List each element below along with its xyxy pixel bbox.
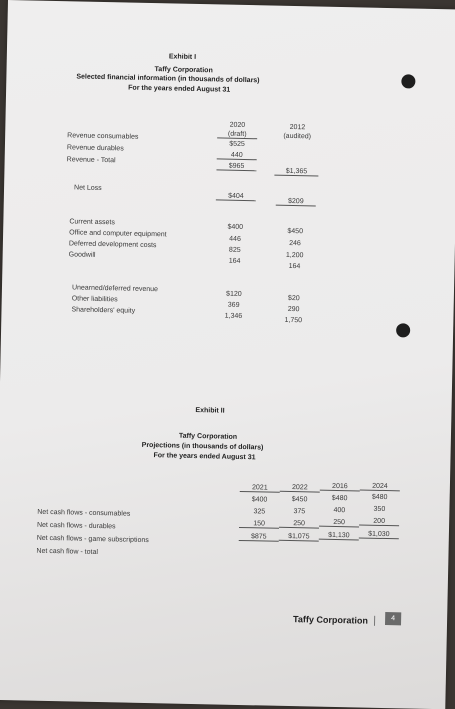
row-value: $525: [229, 140, 245, 148]
row-value: $404: [216, 192, 256, 201]
row-value: 369: [227, 301, 240, 309]
year-header: 2021: [240, 484, 280, 493]
footer-title: Taffy Corporation: [293, 614, 375, 626]
year-header: 2024: [360, 482, 400, 491]
proj-value: $1,130: [319, 532, 359, 541]
col2-year: 2012: [289, 123, 306, 132]
proj-row-label: Net cash flow - total: [36, 547, 98, 557]
proj-value: 150: [239, 520, 279, 529]
proj-value: $875: [239, 533, 279, 542]
row-label: Revenue durables: [66, 144, 124, 153]
binder-hole: [396, 323, 410, 337]
exhibit-1-company: Taffy Corporation: [154, 66, 213, 75]
row-label: Deferred development costs: [68, 240, 157, 250]
proj-value: $480: [331, 494, 348, 503]
col2-status: (audited): [283, 132, 312, 141]
exhibit-1-period: For the years ended August 31: [128, 84, 231, 94]
proj-row-label: Net cash flows - consumables: [37, 508, 131, 518]
col1-year: 2020: [229, 121, 246, 129]
row-value: $1,365: [274, 168, 318, 177]
proj-value: 350: [373, 505, 386, 514]
row-value: $965: [216, 162, 256, 171]
row-label: Revenue - Total: [66, 156, 116, 165]
row-value: $209: [276, 198, 316, 207]
proj-value: $400: [251, 496, 268, 504]
proj-value: 250: [279, 520, 319, 529]
row-value: 440: [217, 151, 257, 160]
row-label: Revenue consumables: [67, 132, 139, 141]
row-value: 1,200: [285, 251, 304, 260]
row-label: Unearned/deferred revenue: [71, 284, 159, 294]
exhibit-2-company: Taffy Corporation: [178, 432, 238, 441]
row-label: Other liabilities: [71, 295, 118, 304]
exhibit-2-period: For the years ended August 31: [153, 452, 256, 462]
exhibit-1-subtitle: Selected financial information (in thousands of dollars): [76, 73, 260, 85]
exhibit-1-label: Exhibit I: [168, 53, 197, 61]
proj-value: $1,075: [279, 533, 319, 542]
exhibit-2-subtitle: Projections (in thousands of dollars): [141, 441, 264, 452]
row-value: 246: [289, 239, 301, 248]
proj-value: 325: [253, 508, 266, 516]
proj-value: $480: [371, 493, 388, 502]
proj-value: 400: [333, 506, 346, 515]
row-value: 446: [229, 235, 241, 243]
row-value: 1,750: [284, 316, 303, 325]
row-value: $20: [287, 294, 300, 303]
row-value: $400: [227, 223, 244, 231]
row-value: 164: [288, 262, 301, 271]
row-value: 164: [228, 257, 241, 265]
exhibit-2-label: Exhibit II: [195, 407, 225, 415]
row-label: Office and computer equipment: [69, 229, 167, 239]
row-label: Shareholders' equity: [71, 306, 136, 315]
col1-status: (draft): [217, 130, 257, 139]
proj-value: $450: [291, 496, 308, 504]
row-value: 825: [228, 246, 241, 254]
proj-value: 200: [359, 517, 399, 526]
row-label: Current assets: [69, 218, 115, 227]
row-label: Goodwill: [68, 251, 96, 259]
row-value: 290: [287, 305, 300, 314]
proj-value: $1,030: [359, 530, 399, 539]
row-value: $450: [287, 227, 304, 236]
row-value: $120: [226, 290, 242, 298]
page-number: 4: [385, 612, 401, 625]
row-value: 1,346: [224, 312, 243, 320]
year-header: 2022: [280, 484, 320, 493]
proj-row-label: Net cash flows - game subscriptions: [36, 534, 149, 545]
proj-value: 375: [293, 508, 306, 516]
row-label: Net Loss: [74, 184, 102, 193]
year-header: 2016: [320, 483, 360, 492]
proj-row-label: Net cash flows - durables: [36, 521, 116, 531]
proj-value: 250: [319, 519, 359, 528]
binder-hole: [401, 74, 415, 88]
